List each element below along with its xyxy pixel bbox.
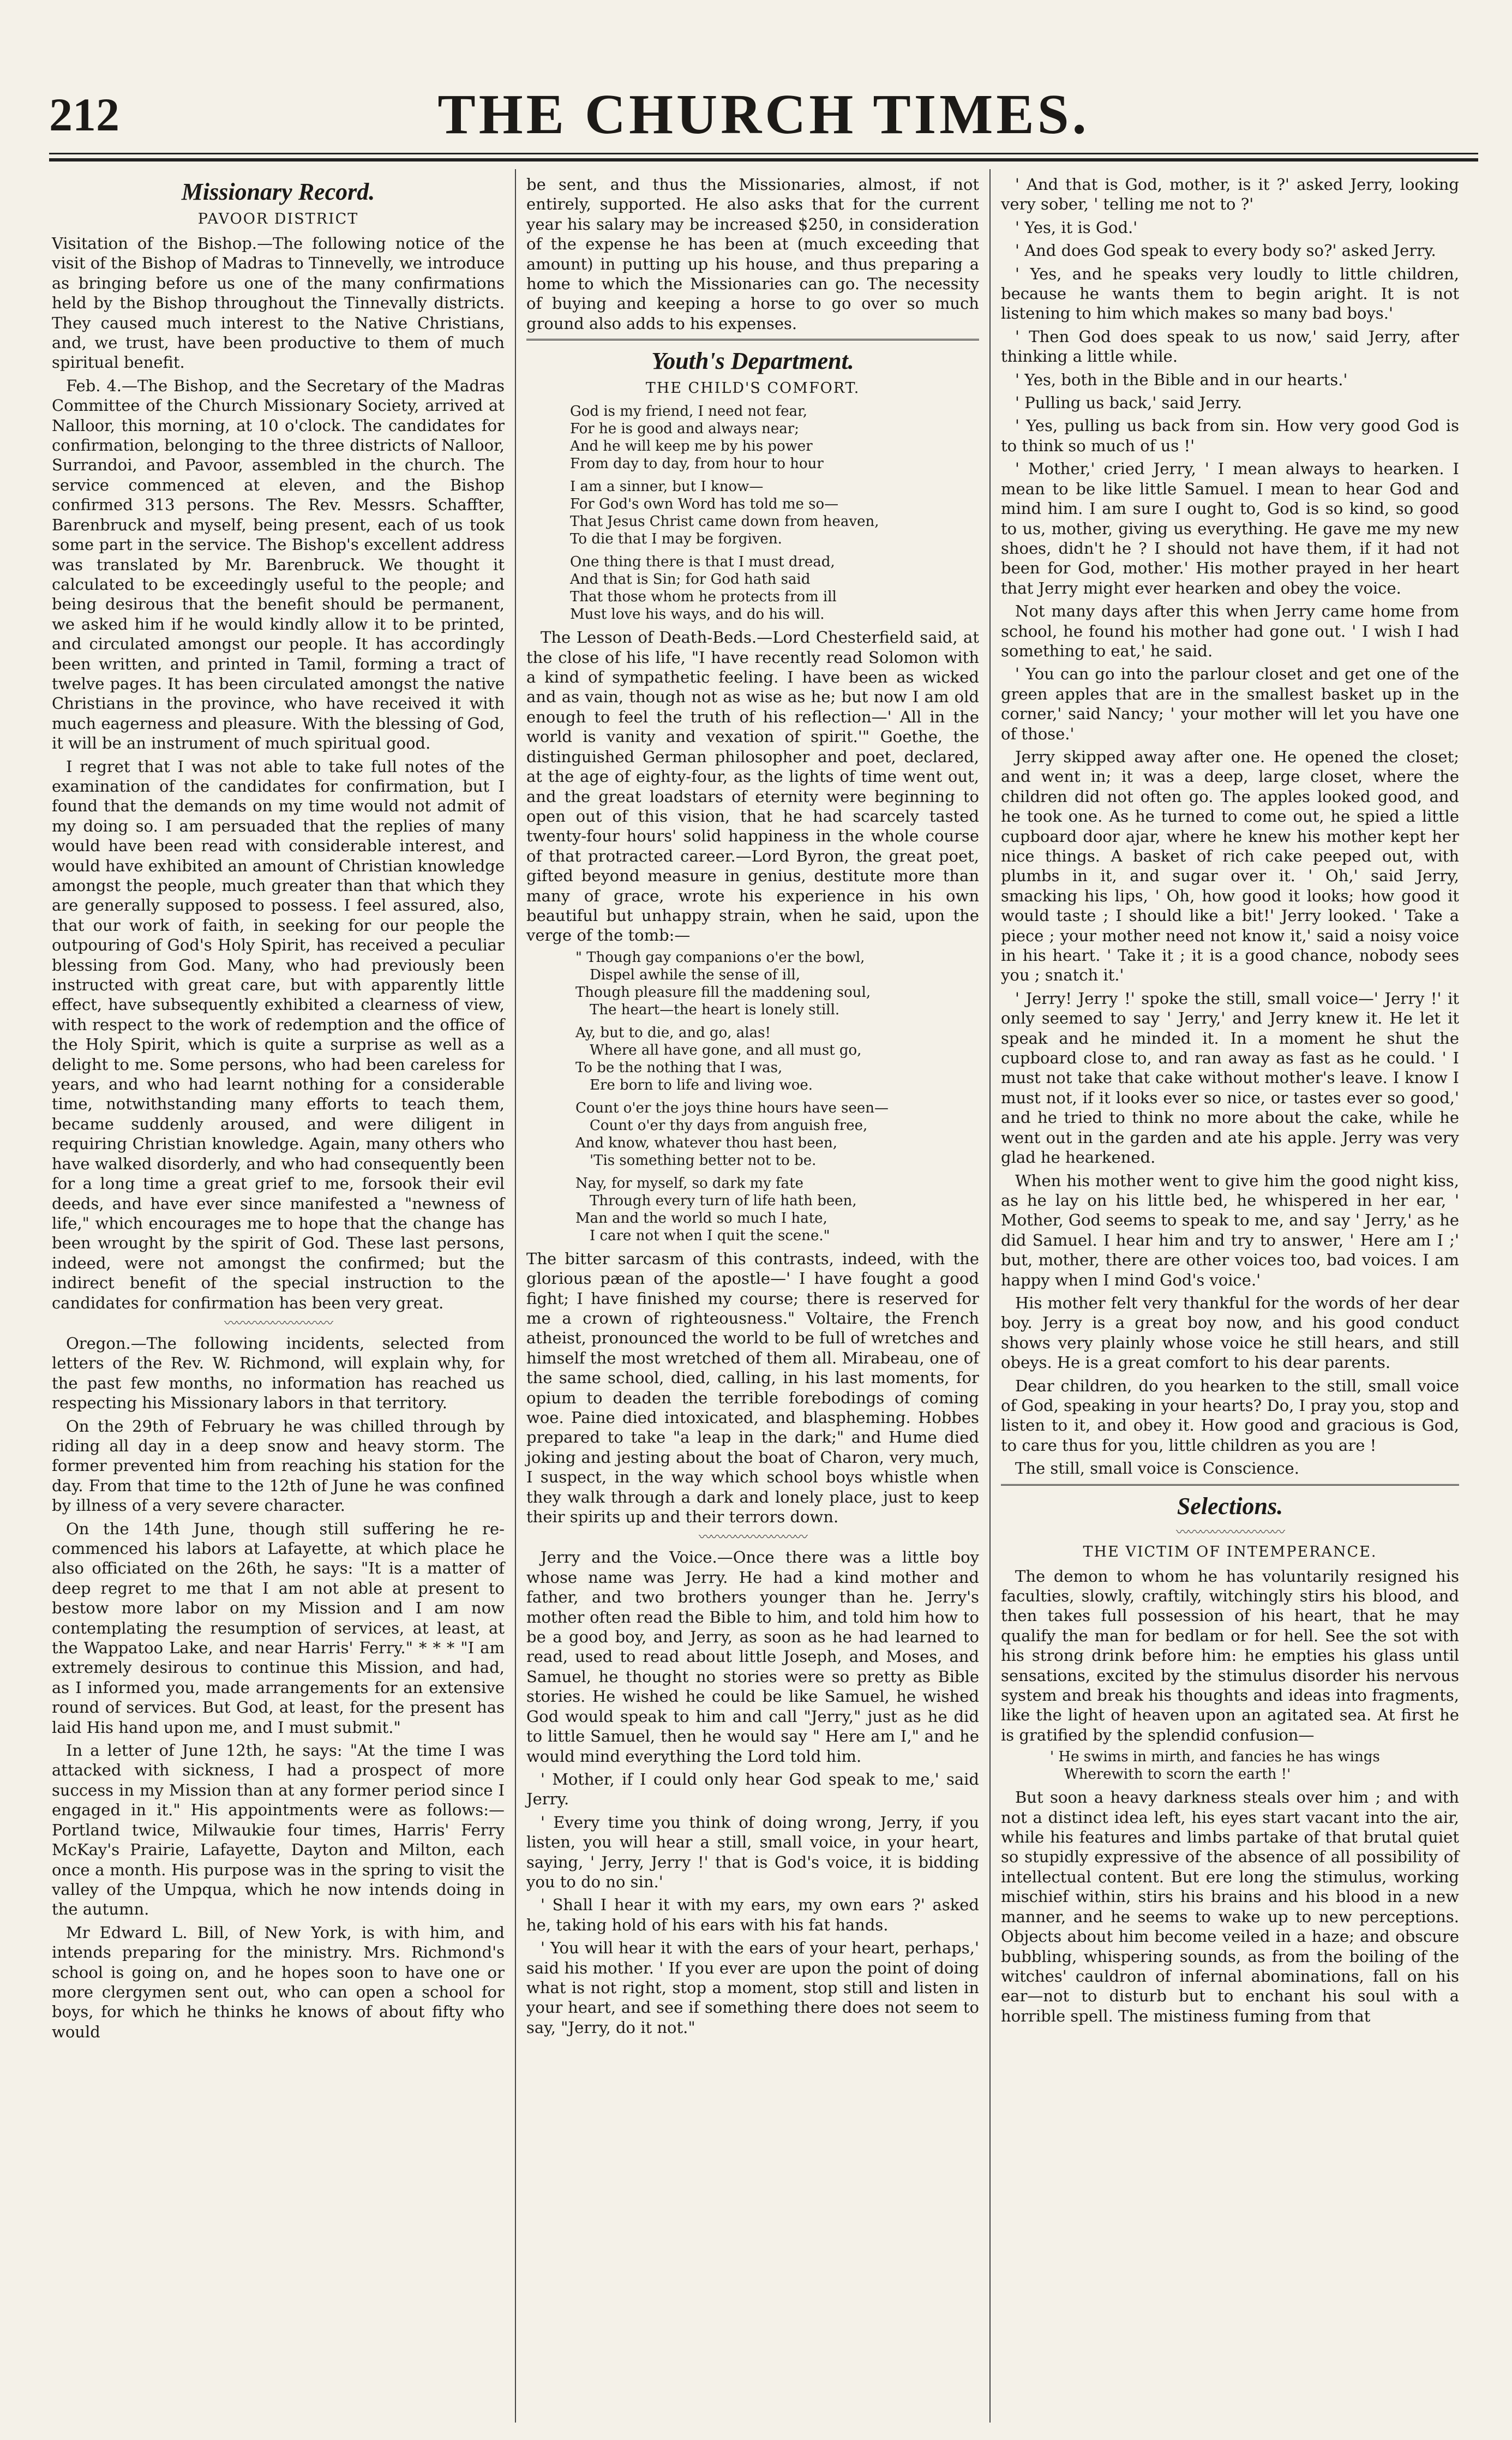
article-paragraph: Jerry skipped away after one. He opened the closet; and went in; it was a deep, large closet, where the children did not often go. The apples looked good, and he took one. As he turned to come out, he spied a little cupboard door ajar, where he knew his mother kept her nice things. A basket of rich cake peeped out, with plumbs in it, and sugar over it. ' Oh,' said Jerry, smacking his lips, ' Oh, how good it looks; how good it would taste ; I should like a bit!' Jerry looked. ' Take a piece ; your mother need not know it,' said a noisy voice in his heart. ' Take it ; it is a good chance, nobody sees you ; snatch it.' [1001,747,1459,985]
poem [526,403,979,623]
article-paragraph: ' Jerry! Jerry !' spoke the still, small voice—' Jerry !' it only seemed to say ' Jerry,' and Jerry knew it. He let it speak and he minded it. In a moment he shut the cupboard close to, and ran away as fast as he could. ' I must not take that cake without mother's leave. I know I must not, if it looks ever so nice, or tastes ever so good,' and he tried to think no more about the cake, while he went out in the garden and ate his apple. Jerry was very glad he hearkened. [1001,989,1459,1167]
verse-line: I care not when I quit the scene." [590,1227,830,1244]
poem-line: To die that I may be forgiven. [570,531,782,548]
quoted-verse [1001,1748,1459,1783]
article-paragraph: When his mother went to give him the good night kiss, as he lay on his little bed, he whispered in her ear, ' Mother, God seems to speak to me, and say ' Jerry,' as he did Samuel. I hear him and try to answer, ' Here am I ;' but, mother, there are other voices too, bad voices. I am happy when I mind God's voice.' [1001,1171,1459,1289]
poem-title: THE CHILD'S COMFORT. [645,380,860,397]
article-paragraph: ' You can go into the parlour closet and get one of the green apples that are in the smallest basket up in the corner,' said Nancy; ' your mother will let you have one of those.' [1001,665,1459,743]
verse-line: Wherewith to scorn the earth !' [1064,1766,1291,1783]
article-paragraph: ' And does God speak to every body so?' asked Jerry. [1015,241,1436,260]
section-title-youths-department: Youth's Department. [651,348,854,375]
article-title: THE VICTIM OF INTEMPERANCE. [1083,1543,1377,1560]
article-paragraph: The demon to whom he has voluntarily resigned his faculties, slowly, craftily, witchingly stirs his blood, and then takes full possession of his heart, that he may qualify the man for bedlam or for hell. See the sot with his strong drink before him: he empties his glass until sensations, excited by the stimulus disorder his nervous system and break his thoughts and ideas into fragments, like the light of heaven upon an agitated sea. At first he is gratified by the splendid confusion— [1001,1566,1459,1744]
article-paragraph: be sent, and thus the Missionaries, almost, if not entirely, supported. He also asks that for the current year his salary may be increased $250, in consideration of the expense he has been at (much exceeding that amount) in putting up his house, and thus preparing a home to which the Missionaries can go. The necessity of buying and keeping a horse to go over so much ground also adds to his expenses. [526,175,979,333]
article-paragraph: I regret that I was not able to take full notes of the examination of the candidates for confirmation, but I found that the demands on my time would not admit of my doing so. I am persuaded that the replies of many would have been read with considerable interest, and would have exhibited an amount of Christian knowledge amongst the people, much greater than that which they are generally supposed to possess. I feel assured, also, that our work of faith, in seeking for our people the outpouring of God's Holy Spirit, has received a peculiar blessing from God. Many, who had previously been instructed with great care, but with apparently little effect, have subsequently exhibited a clearness of view, with respect to the work of redemption and the office of the Holy Spirit, which is quite a surprise as well as a delight to me. Some persons, who had been careless for years, and who had learnt nothing for a considerable time, notwithstanding many efforts to teach them, became suddenly aroused, and were diligent in requiring Christian knowledge. Again, many others who have walked disorderly, and who had consequently been for a long time a great grief to me, forsook their evil deeds, and have ever since manifested a "newness of life," which encourages me to hope that the change has been wrought by the spirit of God. These last persons, indeed, were not amongst the confirmed; but the indirect benefit of the special instruction to the candidates for confirmation has been very great. [52,757,505,1312]
masthead [49,82,1478,147]
poem-line: That Jesus Christ came down from heaven, [570,513,879,530]
article-paragraph: On the 14th June, though still suffering he re-commenced his labors at Lafayette, at which place he also officiated on the 26th, he says: "It is a matter of deep regret to me that I am not able at present to bestow more labor on my Mission and I am now contemplating the resumption of services, at least, at the Wappatoo Lake, and near Harris' Ferry." * * * "I am extremely desirous to continue this Mission, and had, as I informed you, made arrangements for an extensive round of services. But God, at least, for the present has laid His hand upon me, and I must submit." [52,1519,505,1737]
article-paragraph: ' Mother,' cried Jerry, ' I mean always to hearken. I mean to be like little Samuel. I mean to hear God and mind him. I am sure I ought to, God is so kind, so good to us, mother, giving us everything. He gave me my new shoes, didn't he ? I should not have them, if it had not been for God, mother.' His mother prayed in her heart that Jerry might ever hearken and obey the voice. [1001,459,1459,597]
poem-line: God is my friend, I need not fear, [570,403,807,420]
poem-line: That those whom he protects from ill [570,589,837,606]
article-paragraph: ' Then God does speak to us now,' said Jerry, after thinking a little while. [1001,327,1459,366]
article-paragraph: ' Yes, pulling us back from sin. How very good God is to think so much of us !' [1001,416,1459,455]
quoted-verse [526,949,979,1245]
poem-line: And he will keep me by his power [570,438,813,455]
article-paragraph: ' You will hear it with the ears of your heart, perhaps,' said his mother. ' If you ever are upon the point of doing what is not right, stop a moment, stop still and listen in your heart, and see if something there does not seem to say, "Jerry, do it not." [526,1939,979,2037]
wavy-divider: 〰〰〰〰〰〰〰〰〰 [224,1315,332,1331]
wavy-divider: 〰〰〰〰〰〰〰〰〰 [1176,1524,1284,1540]
article-paragraph: ' Pulling us back,' said Jerry. [1015,393,1243,412]
header-rule-bottom [49,158,1478,162]
verse-line: ' He swims in mirth, and fancies he has wings [1050,1749,1380,1766]
poem-line: One thing there is that I must dread, [570,554,835,571]
article-paragraph: ' Mother, if I could only hear God speak to me,' said Jerry. [526,1769,979,1809]
verse-line: " Though gay companions o'er the bowl, [575,949,865,966]
verse-line: Nay, for myself, so dark my fate [575,1175,804,1192]
newspaper-title: THE CHURCH TIMES. [437,83,1090,146]
article-paragraph: Oregon.—The following incidents, selected from letters of the Rev. W. Richmond, will explain why, for the past few months, no information has reached us respecting his Missionary labors in that territory. [52,1333,505,1413]
article-paragraph: The bitter sarcasm of this contrasts, indeed, with the glorious pæan of the apostle—' I have fought a good fight; I have finished my course; there is reserved for me a crown of righteousness." Voltaire, the French atheist, pronounced the world to be full of wretches and himself the most wretched of them all. Mirabeau, one of the same school, died, calling, in his last moments, for opium to deaden the terrible forebodings of coming woe. Paine died intoxicated, and blaspheming. Hobbes prepared to take "a leap in the dark;" and Hume died joking and jesting about the boat of Charon, very much, I suspect, in the way which school boys whistle when they walk through a dark and lonely place, just to keep their spirits up and their terrors down. [526,1249,979,1527]
wavy-divider: 〰〰〰〰〰〰〰〰〰 [699,1529,807,1545]
article-paragraph: Mr Edward L. Bill, of New York, is with him, and intends preparing for the ministry. Mrs. Richmond's school is going on, and he hopes soon to have one or more clergymen sent out, who can open a school for boys, for which he thinks he knows of about fifty who would [52,1923,505,2041]
article-paragraph: His mother felt very thankful for the words of her dear boy. Jerry is a great boy now, and his good conduct shows very plainly whose voice he still hears, and still obeys. He is a great comfort to his dear parents. [1001,1293,1459,1372]
article-paragraph: The still, small voice is Conscience. [1015,1459,1299,1478]
poem-line: Must love his ways, and do his will. [570,606,825,623]
column-3 [1001,175,1459,2029]
section-title-selections: Selections. [1177,1492,1283,1520]
poem-line: For God's own Word has told me so— [570,496,839,513]
verse-line: Though pleasure fill the maddening soul, [575,984,871,1001]
poem-line: And that is Sin; for God hath said [570,571,811,588]
verse-line: To be the nothing that I was, [575,1059,783,1076]
subheading-pavoor-district: PAVOOR DISTRICT [197,211,359,228]
article-paragraph: ' Every time you think of doing wrong, Jerry, if you listen, you will hear a still, small voice, in your heart, saying, ' Jerry, Jerry !' that is God's voice, it is bidding you to do no sin.' [526,1813,979,1891]
column-divider-2 [989,169,991,2423]
verse-line: And know, whatever thou hast been, [575,1134,837,1151]
article-paragraph: ' Shall I hear it with my ears, my own ears ?' asked he, taking hold of his ears with his fat hands. [526,1895,979,1934]
article-paragraph: ' And that is God, mother, is it ?' asked Jerry, looking very sober, ' telling me not to ?' [1001,175,1459,214]
page-number: 212 [49,88,119,141]
verse-line: Dispel awhile the sense of ill, [590,966,800,983]
article-paragraph: ' Yes, both in the Bible and in our hearts.' [1015,370,1348,389]
article-paragraph: Dear children, do you hearken to the still, small voice of God, speaking in your hearts? Do, I pray you, stop and listen to it, and obey it. How good and gracious is God, to care thus for you, little children as you are ! [1001,1376,1459,1455]
article-paragraph: The Lesson of Death-Beds.—Lord Chesterfield said, at the close of his life, "I have recently read Solomon with a kind of sympathetic feeling. I have been as wicked and as vain, though not as wise as he; but now I am old enough to feel the truth of his reflection—' All in the world is vanity and vexation of spirit.'" Goethe, the distinguished German philosopher and poet, declared, at the age of eighty-four, as the lights of time went out, and the great loadstars of eternity were beginning to open out of this vision, that he had scarcely tasted twenty-four hours' solid happiness in the whole course of that protracted career.—Lord Byron, the great poet, gifted beyond measure in genius, destitute more than many of grace, wrote his experience in his own beautiful but unhappy strain, when he said, upon the verge of the tomb:— [526,628,979,945]
verse-line: 'Tis something better not to be. [590,1152,817,1169]
verse-line: Through every turn of life hath been, [590,1192,857,1209]
column-1 [52,175,505,2045]
article-paragraph: Feb. 4.—The Bishop, and the Secretary of the Madras Committee of the Church Missionary Society, arrived at Nalloor, this morning, at 10 o'clock. The candidates for confirmation, belonging to the three districts of Nalloor, Surrandoi, and Pavoor, assembled in the church. The service commenced at eleven, and the Bishop confirmed 313 persons. The Rev. Messrs. Schaffter, Barenbruck and myself, being present, each of us took some part in the service. The Bishop's excellent address was translated by Mr. Barenbruck. We thought it calculated to be exceedingly useful to the people; and being desirous that the benefit should be permanent, we asked him if he would kindly allow it to be printed, and circulated amongst our people. It has accordingly been written, and printed in Tamil, forming a tract of twelve pages. It has been circulated amongst the native Christians in the province, who have received it with much eagerness and pleasure. With the blessing of God, it will be an instrument of much spiritual good. [52,376,505,753]
section-rule [526,339,979,340]
verse-line: Ere born to life and living woe. [590,1077,813,1093]
header-rule-top [49,153,1478,154]
verse-line: Count o'er the joys thine hours have seen— [575,1099,889,1116]
section-title-missionary-record: Missionary Record. [181,178,375,205]
article-paragraph: Not many days after this when Jerry came home from school, he found his mother had gone out. ' I wish I had something to eat,' he said. [1001,602,1459,660]
section-rule [1001,1484,1459,1486]
verse-line: Ay, but to die, and go, alas! [575,1024,771,1041]
poem-line: From day to day, from hour to hour [570,456,824,473]
article-paragraph: Visitation of the Bishop.—The following notice of the visit of the Bishop of Madras to Tinnevelly, we introduce as bringing before us one of the many confirmations held by the Bishop throughout the Tinnevally districts. They caused much interest to the Native Christians, and, we trust, have been productive to them of much spiritual benefit. [52,234,505,372]
article-paragraph: Jerry and the Voice.—Once there was a little boy whose name was Jerry. He had a kind mother and father, and two brothers younger than he. Jerry's mother often read the Bible to him, and told him how to be a good boy, and Jerry, as soon as he had learned to read, used to read about little Joseph, and Moses, and Samuel, he thought no stories were so pretty as Bible stories. He wished he could be like Samuel, he wished God would speak to him and call "Jerry," just as he did to little Samuel, then he would say " Here am I," and he would mind everything the Lord told him. [526,1548,979,1766]
verse-line: Where all have gone, and all must go, [590,1042,862,1058]
verse-line: The heart—the heart is lonely still. [590,1001,840,1018]
column-2 [526,175,979,2041]
article-paragraph: But soon a heavy darkness steals over him ; and with not a distinct idea left, his eyes start vacant into the air, while his features and limbs partake of that brutal quiet so stupidly expressive of the absence of all possibility of intellectual content. But ere long the stimulus, working mischief within, stirs his brains and his blood in a new manner, and he seems to wake up to new perceptions. Objects about him become veiled in a haze; and obscure bubbling, whispering sounds, as from the boiling of the witches' cauldron of infernal abominations, fall on his ear—not to disturb but to enchant his soul with a horrible spell. The mistiness fuming from that [1001,1788,1459,2025]
article-paragraph: ' Yes, and he speaks very loudly to little children, because he wants them to begin aright. It is not listening to him which makes so many bad boys.' [1001,264,1459,323]
column-divider-1 [515,169,516,2423]
poem-line: I am a sinner, but I know— [570,479,764,495]
article-paragraph: ' Yes, it is God.' [1015,218,1138,237]
verse-line: Count o'er thy days from anguish free, [590,1117,868,1134]
article-paragraph: On the 29th of February he was chilled through by riding all day in a deep snow and heavy storm. The former prevented him from reaching his station for the day. From that time to the 12th of June he was confined by illness of a very severe character. [52,1416,505,1515]
poem-line: For he is good and always near; [570,421,799,438]
verse-line: Man and the world so much I hate, [575,1210,827,1227]
article-paragraph: In a letter of June 12th, he says: "At the time I was attacked with sickness, I had a prospect of more success in my Mission than at any former period since I engaged in it." His appointments were as follows:—Portland twice, Milwaukie four times, Harris' Ferry McKay's Prairie, Lafayette, Dayton and Milton, each once a month. His purpose was in the spring to visit the valley of the Umpqua, which he now intends doing in the autumn. [52,1741,505,1919]
